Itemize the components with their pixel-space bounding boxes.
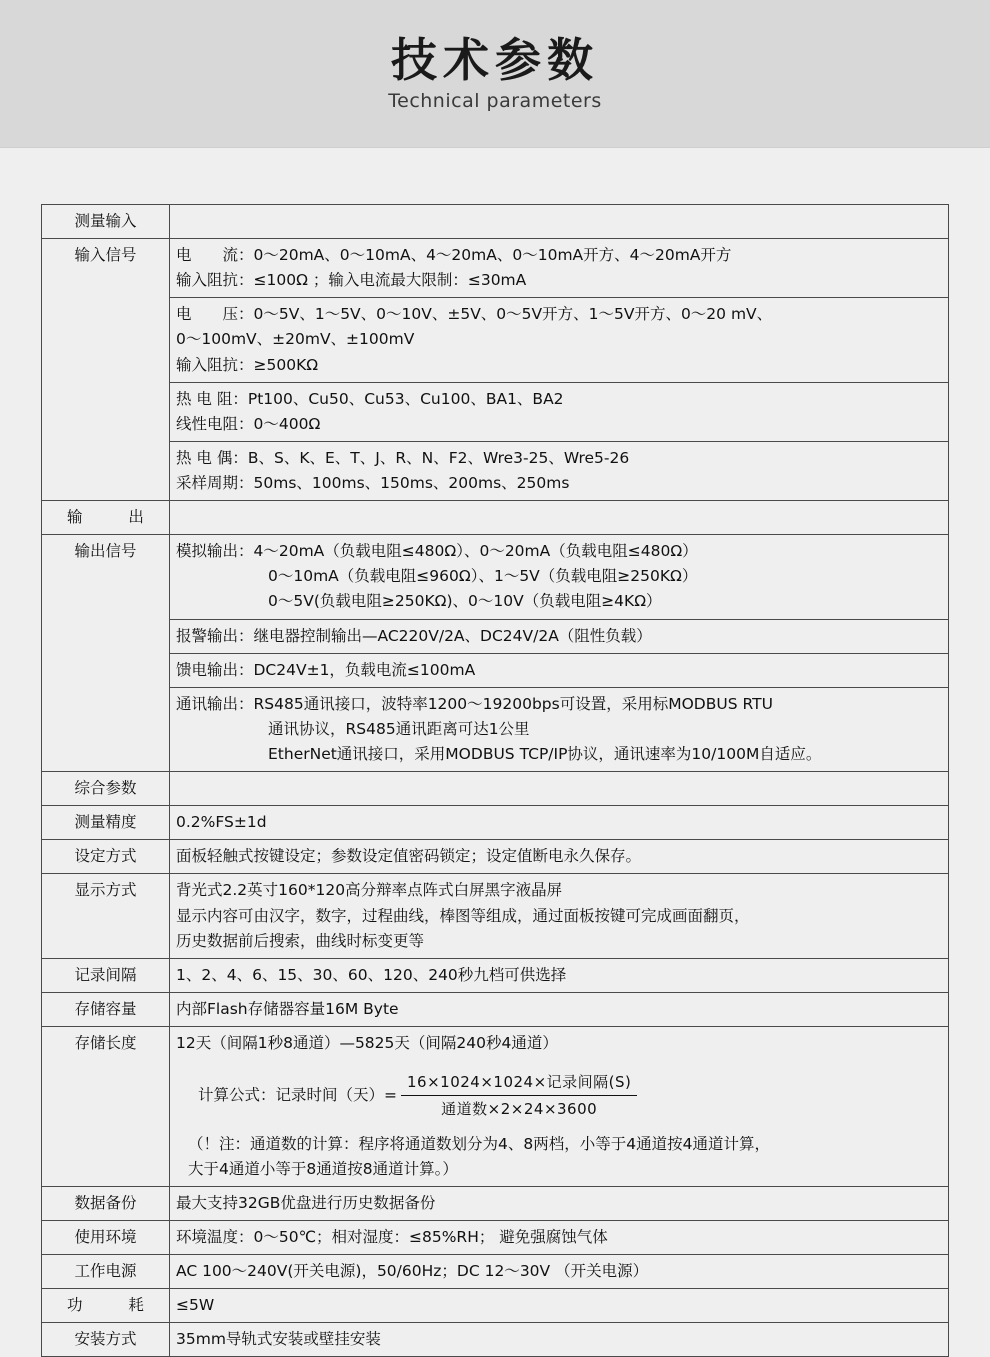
table-row [42,958,949,992]
value-line: 背光式2.2英寸160*120高分辩率点阵式白屏黑字液晶屏 [176,881,563,900]
value-line: 0.2%FS±1d [176,813,267,832]
table-row [42,992,949,1026]
row-label: 记录间隔 [42,958,170,992]
table-row [42,687,949,771]
table-row [42,298,949,382]
table-row [42,205,949,239]
row-value [170,992,949,1026]
row-label: 设定方式 [42,840,170,874]
note-line: （！注：通道数的计算：程序将通道数划分为4、8两档，小等于4通道按4通道计算， [188,1134,770,1153]
value-line: 通讯协议，RS485通讯距离可达1公里 [268,719,530,738]
table-row [42,441,949,500]
row-label: 数据备份 [42,1186,170,1220]
value-line: ≤5W [176,1296,215,1315]
table-row [42,501,949,535]
row-value [170,1220,949,1254]
value-line: 0～100mV、±20mV、±100mV [176,330,415,349]
value-line: 电 流：0～20mA、0～10mA、4～20mA、0～10mA开方、4～20mA开方 [176,246,732,265]
value-line: 历史数据前后搜索，曲线时标变更等 [176,931,425,950]
page-title: 技术参数 [391,33,599,88]
row-label: 工作电源 [42,1255,170,1289]
note-line: 大于4通道小等于8通道按8通道计算。） [188,1159,458,1178]
spec-table [41,204,949,1357]
value-line: AC 100～240V(开关电源)，50/60Hz；DC 12～30V （开关电源） [176,1262,649,1281]
storage-note [176,1132,942,1182]
row-label: 存储长度 [42,1026,170,1186]
table-row [42,535,949,619]
value-line: 通讯输出：RS485通讯接口，波特率1200～19200bps可设置，采用标MODBUS RTU [176,694,773,713]
formula-denominator: 通道数×2×24×3600 [441,1100,598,1119]
row-value [170,501,949,535]
value-line: 面板轻触式按键设定；参数设定值密码锁定；设定值断电永久保存。 [176,847,642,866]
table-row [42,653,949,687]
page-subtitle: Technical parameters [388,89,602,112]
row-value [170,806,949,840]
value-line: 采样周期：50ms、100ms、150ms、200ms、250ms [176,473,570,492]
value-line: 电 压：0～5V、1～5V、0～10V、±5V、0～5V开方、1～5V开方、0～20 mV、 [176,305,773,324]
row-value [170,687,949,771]
row-value [170,239,949,298]
row-value [170,1186,949,1220]
row-label: 显示方式 [42,874,170,958]
value-line: 线性电阻：0～400Ω [176,414,321,433]
row-value [170,298,949,382]
row-label: 使用环境 [42,1220,170,1254]
row-label: 存储容量 [42,992,170,1026]
table-row [42,874,949,958]
row-value [170,653,949,687]
value-line: 12天（间隔1秒8通道）—5825天（间隔240秒4通道） [176,1033,558,1052]
storage-formula [176,1070,942,1122]
value-line: 输入阻抗：≤100Ω ；输入电流最大限制：≤30mA [176,271,527,290]
value-line: EtherNet通讯接口，采用MODBUS TCP/IP协议，通讯速率为10/100M自适应。 [268,744,822,763]
row-label: 综合参数 [42,772,170,806]
table-row [42,239,949,298]
row-value [170,874,949,958]
value-line: 热 电 偶：B、S、K、E、T、J、R、N、F2、Wre3-25、Wre5-26 [176,448,630,467]
value-line: 0～10mA（负载电阻≤960Ω）、1～5V（负载电阻≥250KΩ） [268,567,698,586]
table-row [42,382,949,441]
row-label: 测量输入 [42,205,170,239]
row-value [170,1255,949,1289]
row-value [170,619,949,653]
spec-sheet [41,204,949,1357]
value-line: 馈电输出：DC24V±1，负载电流≤100mA [176,660,476,679]
value-line: 环境温度：0～50℃；相对湿度：≤85%RH； 避免强腐蚀气体 [176,1227,608,1246]
table-row [42,619,949,653]
value-line: 内部Flash存储器容量16M Byte [176,999,399,1018]
value-line: 模拟输出：4～20mA（负载电阻≤480Ω）、0～20mA（负载电阻≤480Ω） [176,542,698,561]
value-line: 0～5V(负载电阻≥250KΩ)、0～10V（负载电阻≥4KΩ） [268,592,662,611]
value-line: 输入阻抗：≥500KΩ [176,355,319,374]
value-line: 报警输出：继电器控制输出—AC220V/2A、DC24V/2A（阻性负载） [176,626,652,645]
row-value [170,772,949,806]
row-value [170,1026,949,1186]
row-label: 安装方式 [42,1323,170,1357]
row-value [170,205,949,239]
row-value [170,840,949,874]
row-value [170,441,949,500]
table-row [42,1186,949,1220]
row-value [170,535,949,619]
table-row [42,806,949,840]
value-line: 热 电 阻：Pt100、Cu50、Cu53、Cu100、BA1、BA2 [176,389,564,408]
page-header [0,0,990,148]
formula-numerator: 16×1024×1024×记录间隔(S) [401,1070,637,1096]
table-row [42,1220,949,1254]
row-label: 输 出 [42,501,170,535]
row-value [170,1323,949,1357]
row-label: 测量精度 [42,806,170,840]
value-line: 1、2、4、6、15、30、60、120、240秒九档可供选择 [176,965,567,984]
row-value [170,1289,949,1323]
row-value [170,382,949,441]
row-value [170,958,949,992]
formula-prefix: 计算公式：记录时间（天）= [198,1086,397,1105]
table-row [42,1255,949,1289]
table-row [42,1323,949,1357]
value-line: 显示内容可由汉字，数字，过程曲线，棒图等组成，通过面板按键可完成画面翻页， [176,906,750,925]
value-line: 最大支持32GB优盘进行历史数据备份 [176,1193,436,1212]
formula-fraction [401,1070,637,1122]
table-row [42,772,949,806]
row-label: 输入信号 [42,239,170,501]
table-row [42,1026,949,1186]
row-label: 输出信号 [42,535,170,772]
table-row [42,840,949,874]
value-line: 35mm导轨式安装或壁挂安装 [176,1330,381,1349]
row-label: 功 耗 [42,1289,170,1323]
table-row [42,1289,949,1323]
